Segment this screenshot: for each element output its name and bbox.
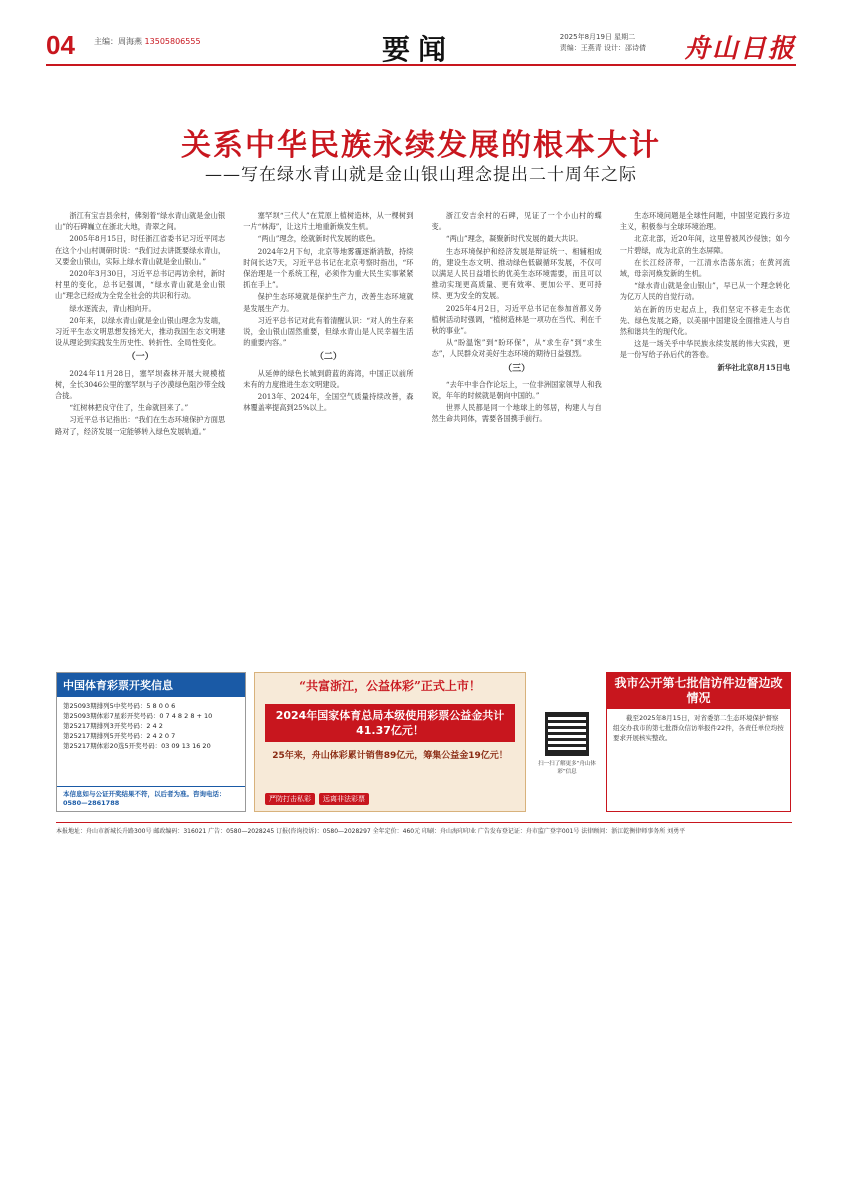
ad-subline: 25年来，舟山体彩累计销售89亿元，筹集公益金19亿元！ — [272, 751, 508, 761]
article-column-1 — [55, 210, 225, 650]
subheadline: ——写在绿水青山就是金山银山理念提出二十周年之际 — [205, 165, 637, 185]
notice-title: 我市公开第七批信访件边督边改情况 — [607, 673, 790, 709]
paragraph: 保护生态环境就是保护生产力，改善生态环境就是发展生产力。 — [243, 292, 414, 313]
paragraph: “两山”理念，绘就新时代发展的底色。 — [257, 234, 380, 244]
headline: 关系中华民族永续发展的根本大计 — [181, 128, 661, 163]
qr-block — [536, 672, 598, 812]
lottery-results-ad — [56, 672, 246, 812]
paragraph: 绿水逐流去，青山相向开。 — [69, 303, 156, 313]
lottery-line: 第25093期体彩7星彩开奖号码：0 7 4 8 2 8 + 10 — [63, 712, 213, 720]
paragraph: 2005年8月15日，时任浙江省委书记习近平同志在这个小山村调研时说：“我们过去讲既要绿水青山，又要金山银山，实际上绿水青山就是金山银山。” — [55, 234, 226, 266]
lottery-footer: 本信息如与公证开奖结果不符，以后者为准。咨询电话：0580—2861788 — [57, 786, 245, 811]
ad-chip: 严防打击私彩 — [265, 793, 315, 805]
ad-chips — [265, 793, 369, 805]
paragraph: “绿水青山就是金山银山”，早已从一个理念转化为亿万人民的自觉行动。 — [619, 281, 790, 302]
article-column-3 — [432, 210, 602, 650]
editors-line: 责编：王燕青 设计：邵诗倩 — [559, 44, 646, 52]
qr-caption: 扫一扫了解更多“舟山体彩”信息 — [538, 761, 596, 775]
ad-headline: 2024年国家体育总局本级使用彩票公益金共计41.37亿元！ — [265, 704, 515, 742]
notice-text: 截至2025年8月15日，对省委第二生态环境保护督察组交办我市的第七批群众信访举报件22件，各责任单位均按要求开展核实整改。 — [613, 714, 784, 742]
paragraph: 习近平总书记指出：“我们在生态环境保护方面思路对了，经济发展一定能够转入绿色发展轨道。” — [55, 415, 226, 436]
paragraph: 塞罕坝“三代人”在荒原上植树造林，从一棵树到一片“林海”，让这片土地重新焕发生机。 — [243, 211, 414, 232]
paragraph: 从“盼温饱”到“盼环保”，从“求生存”到“求生态”，人民群众对美好生态环境的期待日益强烈。 — [431, 338, 602, 359]
paragraph: 2013年、2024年，全国空气质量持续改善，森林覆盖率提高到25%以上。 — [243, 392, 414, 413]
paragraph: 浙江有宝吉县余村，佛刻着“绿水青山就是金山银山”的石碑巍立在浙北大地，青翠之间。 — [55, 211, 226, 232]
editor-name: 主编：周海燕 — [94, 37, 142, 46]
paragraph: 世界人民都是同一个地球上的邻居，构建人与自然生命共同体，需要各国携手前行。 — [431, 403, 602, 424]
paragraph: 北京北部，近20年间，这里曾被风沙侵蚀；如今一片碧绿，成为北京的生态屏障。 — [619, 234, 790, 255]
chapter-heading-2: （二） — [314, 352, 342, 363]
page-number: 04 — [46, 30, 75, 60]
paragraph: 这是一场关乎中华民族永续发展的伟大实践，更是一份写给子孙后代的答卷。 — [619, 339, 790, 360]
date-info — [560, 32, 646, 54]
paragraph: 生态环境问题是全球性问题，中国坚定践行多边主义，积极参与全球环境治理。 — [619, 211, 790, 232]
paragraph: 2020年3月30日，习近平总书记再访余村，新时村里的变化，总书记强调，“绿水青山就是金山银山”理念已经成为全党全社会的共识和行动。 — [55, 269, 226, 301]
paragraph: 浙江安吉余村的石碑，见证了一个小山村的蝶变。 — [431, 211, 602, 232]
paragraph: 2024年11月28日，塞罕坝森林开展大规模植树，全长3046公里的塞罕坝与子沙漠绿色阻沙带全线合拢。 — [55, 368, 226, 401]
masthead — [46, 26, 796, 66]
paragraph: 生态环境保护和经济发展是辩证统一、相辅相成的，建设生态文明、推动绿色低碳循环发展，不仅可以满足人民日益增长的优美生态环境需要，而且可以推动实现更高质量、更有效率、更加公平、更可持续、更为安全的发展。 — [431, 246, 602, 301]
article-signature: 新华社北京8月15日电 — [717, 362, 790, 372]
article-column-4 — [620, 210, 790, 650]
editor-info — [94, 36, 201, 47]
article-body — [55, 210, 790, 650]
article-column-2 — [243, 210, 413, 650]
qr-code-icon[interactable] — [545, 712, 589, 756]
chapter-heading-3: （三） — [503, 363, 531, 374]
lottery-line: 第25217期排列5开奖号码：2 4 2 0 7 — [63, 732, 176, 740]
lottery-line: 第25217期体彩20选5开奖号码：03 09 13 16 20 — [63, 742, 211, 750]
paragraph: 2024年2月下旬，北京等地雾霾逐渐消散，持续时间长达7天，习近平总书记在北京考察时指出，“环保治理是一个系统工程，必须作为重大民生实事紧紧抓在手上”。 — [243, 246, 414, 290]
paragraph: 习近平总书记对此有着清醒认识：“对人的生存来说，金山银山固然重要，但绿水青山是人民幸福生活的重要内容。” — [243, 315, 414, 348]
ad-chip: 远离非法彩票 — [319, 793, 369, 805]
paragraph: “去年中非合作论坛上，一位非洲国家领导人和我说，年年的时候就是朝向中国的。” — [431, 379, 602, 401]
ad-slogan: “共富浙江，公益体彩”正式上市！ — [299, 679, 481, 693]
notice-box — [606, 672, 791, 812]
lottery-line: 第25093期排列5中奖号码：5 8 0 0 6 — [63, 702, 176, 710]
paragraph: 在长江经济带，一江清水浩荡东流；在黄河流域，母亲河焕发新的生机。 — [619, 257, 790, 279]
paragraph: 20年来，以绿水青山就是金山银山理念为发端，习近平生态文明思想发扬光大，推动我国生态文明建设从理论到实践发生历史性、转折性、全局性变化。 — [55, 315, 226, 348]
hotline: 13505806555 — [144, 37, 201, 46]
page-footer: 本报地址：舟山市新城长升路300号 邮政编码：316021 广告：0580—2028245 订报(咨询投诉)：0580—2028297 全年定价：460元 印刷：舟山海印印业 广告发布登记证：舟市监广登字001号 法律顾问：浙江乾衡律师事务所 刘勇平 — [56, 822, 792, 835]
newspaper-logo: 舟山日报 — [683, 34, 796, 64]
paragraph: 站在新的历史起点上，我们坚定不移走生态优先、绿色发展之路，以美丽中国建设全面推进人与自然和谐共生的现代化。 — [619, 304, 790, 337]
paragraph: “两山”理念，凝聚新时代发展的最大共识。 — [445, 234, 583, 244]
date-line: 2025年8月19日 星期二 — [559, 33, 636, 41]
paragraph: “红树林把良守住了，生命就回来了。” — [69, 403, 189, 413]
paragraph: 从延伸的绿色长城到蔚蓝的海湾，中国正以前所未有的力度推进生态文明建设。 — [243, 368, 414, 389]
lottery-line: 第25217期排列3开奖号码：2 4 2 — [63, 722, 163, 730]
chapter-heading-1: （一） — [126, 352, 154, 363]
public-welfare-ad — [254, 672, 526, 812]
section-title: 要闻 — [382, 33, 455, 66]
paragraph: 2025年4月2日，习近平总书记在参加首都义务植树活动时强调，“植树造林是一项功在当代、利在千秋的事业”。 — [431, 303, 602, 336]
lottery-lines — [57, 697, 245, 755]
lottery-title: 中国体育彩票开奖信息 — [57, 673, 245, 697]
